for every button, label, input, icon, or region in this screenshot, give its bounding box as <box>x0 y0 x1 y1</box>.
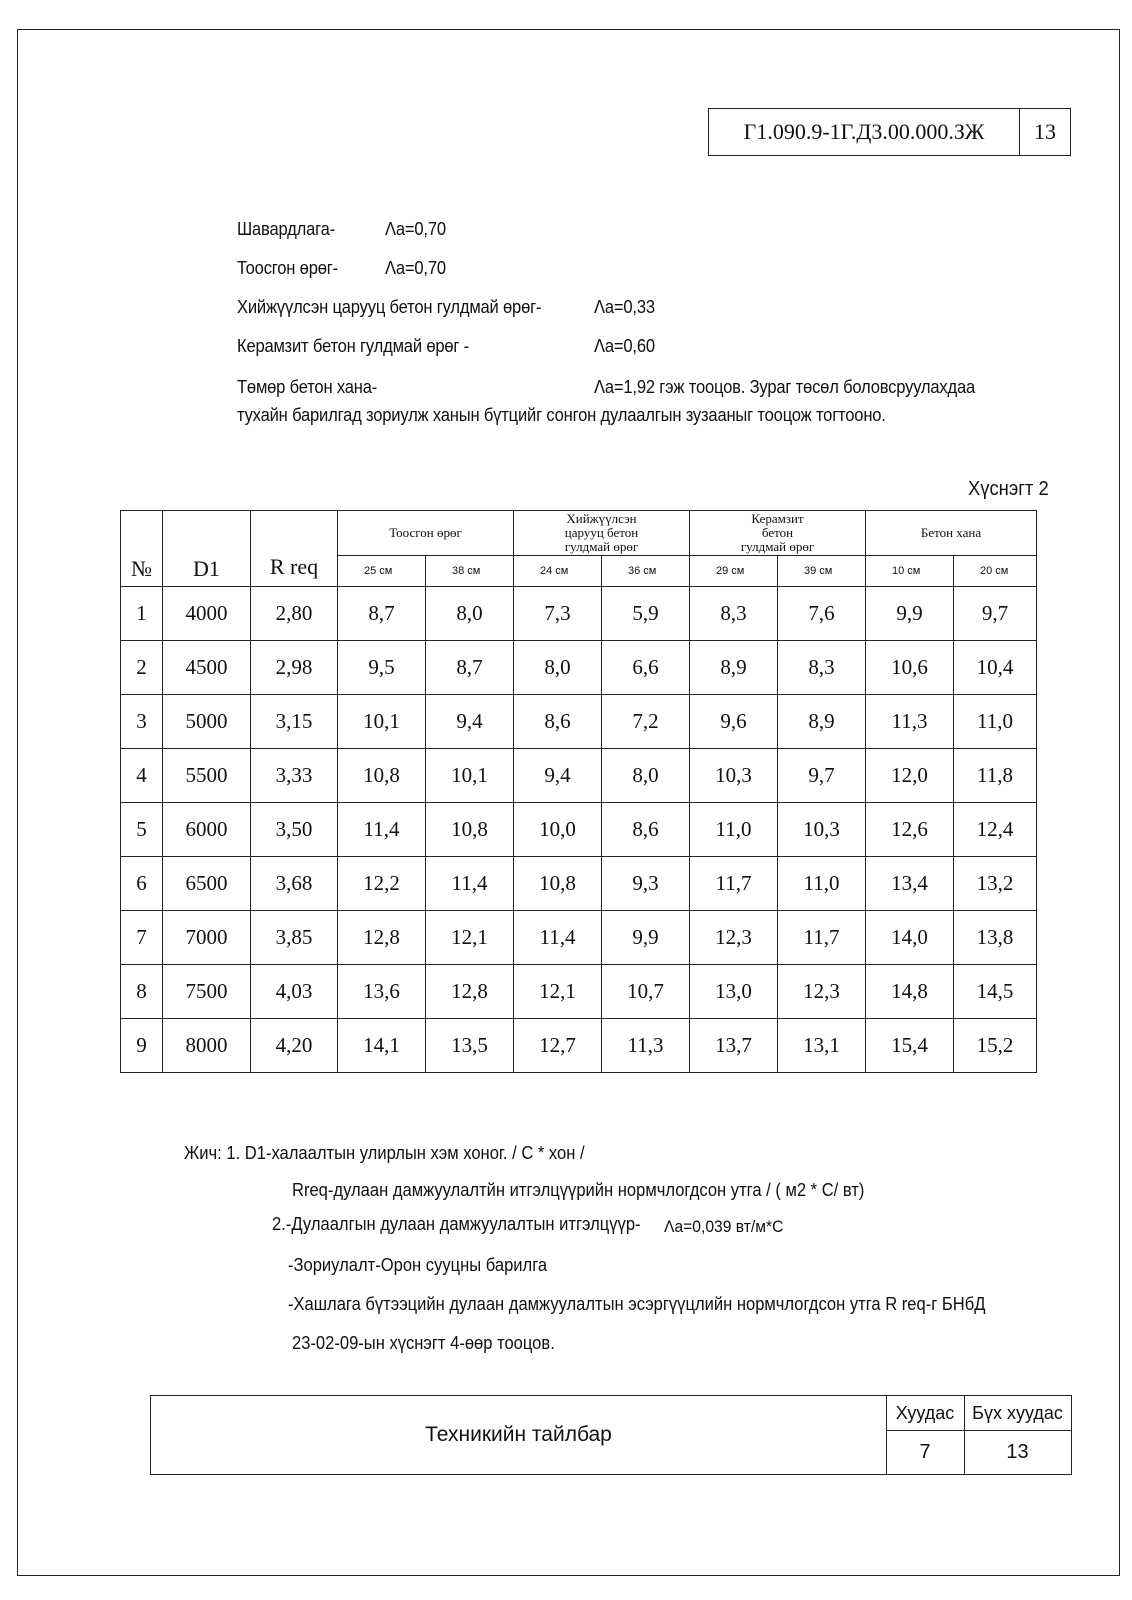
table-cell: 3,68 <box>251 857 338 911</box>
table-cell: 11,8 <box>954 749 1037 803</box>
table-cell: 11,3 <box>602 1019 690 1073</box>
table-row <box>121 641 1037 695</box>
table-cell: 3 <box>121 695 163 749</box>
document-code-box <box>708 108 1071 156</box>
table-cell: 12,8 <box>426 965 514 1019</box>
table-cell: 12,6 <box>866 803 954 857</box>
table-cell: 10,3 <box>778 803 866 857</box>
table-cell: 4,03 <box>251 965 338 1019</box>
table-cell: 10,1 <box>338 695 426 749</box>
table-cell: 8,6 <box>514 695 602 749</box>
note-line-5: -Хашлага бүтээцийн дулаан дамжуулалтын эсэргүүцлийн нормчлогдсон утга R req-г БНбД <box>288 1294 986 1314</box>
table-cell: 9,3 <box>602 857 690 911</box>
table-cell: 2,98 <box>251 641 338 695</box>
table-cell: 13,6 <box>338 965 426 1019</box>
table-cell: 10,6 <box>866 641 954 695</box>
table-cell: 5500 <box>163 749 251 803</box>
table-cell: 9,7 <box>954 587 1037 641</box>
total-sheets-label: Бүх хуудас <box>964 1396 1071 1431</box>
table-cell: 10,1 <box>426 749 514 803</box>
table-cell: 11,0 <box>954 695 1037 749</box>
sub-header: 38 см <box>426 556 514 587</box>
table-cell: 7500 <box>163 965 251 1019</box>
materials-continuation: тухайн барилгад зориулж ханын бүтцийг сонгон дулаалгын зузааныг тооцож тогтооно. <box>237 405 886 425</box>
note-line-6: 23-02-09-ын хүснэгт 4-өөр тооцов. <box>292 1333 555 1353</box>
table-cell: 9,4 <box>426 695 514 749</box>
table-cell: 15,2 <box>954 1019 1037 1073</box>
sub-header: 39 см <box>778 556 866 587</box>
table-cell: 7000 <box>163 911 251 965</box>
table-cell: 12,3 <box>690 911 778 965</box>
table-row <box>121 749 1037 803</box>
table-cell: 13,1 <box>778 1019 866 1073</box>
group-header-keramzit: Керамзит бетон гулдмай өрөг <box>690 511 866 556</box>
table-cell: 8,3 <box>778 641 866 695</box>
table-cell: 12,7 <box>514 1019 602 1073</box>
table-cell: 12,4 <box>954 803 1037 857</box>
table-cell: 4000 <box>163 587 251 641</box>
sheet-value: 7 <box>886 1430 965 1474</box>
table-cell: 2,80 <box>251 587 338 641</box>
table-cell: 9,9 <box>602 911 690 965</box>
table-caption: Хүснэгт 2 <box>968 478 1049 500</box>
sheet-label: Хуудас <box>886 1396 965 1431</box>
table-cell: 3,50 <box>251 803 338 857</box>
table-cell: 11,4 <box>338 803 426 857</box>
table-cell: 8 <box>121 965 163 1019</box>
table-cell: 4500 <box>163 641 251 695</box>
table-cell: 8,7 <box>426 641 514 695</box>
table-cell: 13,2 <box>954 857 1037 911</box>
table-row <box>121 587 1037 641</box>
table-cell: 3,15 <box>251 695 338 749</box>
table-cell: 12,0 <box>866 749 954 803</box>
table-cell: 8,0 <box>602 749 690 803</box>
table-cell: 14,5 <box>954 965 1037 1019</box>
table-cell: 12,1 <box>426 911 514 965</box>
sub-header: 10 см <box>866 556 954 587</box>
table-cell: 9,9 <box>866 587 954 641</box>
table-cell: 2 <box>121 641 163 695</box>
sub-header: 25 см <box>338 556 426 587</box>
table-cell: 6500 <box>163 857 251 911</box>
table-cell: 13,5 <box>426 1019 514 1073</box>
table-cell: 6,6 <box>602 641 690 695</box>
title-block-title: Техникийн тайлбар <box>151 1396 887 1474</box>
table-cell: 4 <box>121 749 163 803</box>
table-cell: 11,7 <box>778 911 866 965</box>
table-row <box>121 857 1037 911</box>
table-cell: 11,0 <box>690 803 778 857</box>
table-cell: 9 <box>121 1019 163 1073</box>
table-cell: 8,0 <box>426 587 514 641</box>
material-name-keramzit: Керамзит бетон гулдмай өрөг - <box>237 336 469 356</box>
table-cell: 1 <box>121 587 163 641</box>
table-cell: 6 <box>121 857 163 911</box>
table-cell: 11,7 <box>690 857 778 911</box>
group-header-concrete-wall: Бетон хана <box>866 511 1037 556</box>
material-value-aerated-concrete: Λa=0,33 <box>594 297 655 317</box>
table-cell: 9,5 <box>338 641 426 695</box>
table-cell: 10,8 <box>338 749 426 803</box>
table-cell: 5,9 <box>602 587 690 641</box>
table-cell: 8,3 <box>690 587 778 641</box>
note-line-4: -Зориулалт-Орон сууцны барилга <box>288 1255 548 1275</box>
group-header-brick: Тоосгон өрөг <box>338 511 514 556</box>
table-cell: 10,8 <box>426 803 514 857</box>
document-code: Г1.090.9-1Г.Д3.00.000.ЗЖ <box>709 109 1020 155</box>
table-cell: 9,7 <box>778 749 866 803</box>
sub-header: 20 см <box>954 556 1037 587</box>
col-header-rreq: R req <box>251 511 338 587</box>
title-block <box>150 1395 1072 1475</box>
material-name-brick: Тоосгон өрөг- <box>237 258 338 278</box>
table-cell: 8,7 <box>338 587 426 641</box>
table-cell: 13,0 <box>690 965 778 1019</box>
table-cell: 7,2 <box>602 695 690 749</box>
table-cell: 12,2 <box>338 857 426 911</box>
table-cell: 7 <box>121 911 163 965</box>
insulation-table <box>120 510 1037 1073</box>
table-row <box>121 695 1037 749</box>
note-line-1: Жич: 1. D1-халаалтын улирлын хэм хоног. / C * хон / <box>184 1143 585 1163</box>
sub-header: 29 см <box>690 556 778 587</box>
table-cell: 8,9 <box>778 695 866 749</box>
group-header-aerated-concrete: Хийжүүлсэн царууц бетон гулдмай өрөг <box>514 511 690 556</box>
material-value-brick: Λa=0,70 <box>385 258 446 278</box>
table-cell: 7,6 <box>778 587 866 641</box>
table-row <box>121 911 1037 965</box>
table-cell: 3,85 <box>251 911 338 965</box>
table-cell: 4,20 <box>251 1019 338 1073</box>
table-cell: 8,6 <box>602 803 690 857</box>
table-cell: 13,7 <box>690 1019 778 1073</box>
table-cell: 10,8 <box>514 857 602 911</box>
material-name-reinforced-concrete: Төмөр бетон хана- <box>237 377 378 397</box>
table-row <box>121 1019 1037 1073</box>
table-cell: 14,0 <box>866 911 954 965</box>
sub-header: 24 см <box>514 556 602 587</box>
table-row <box>121 965 1037 1019</box>
table-cell: 11,3 <box>866 695 954 749</box>
total-sheets-value: 13 <box>1006 1440 1029 1463</box>
table-cell: 11,4 <box>426 857 514 911</box>
table-cell: 3,33 <box>251 749 338 803</box>
table-cell: 10,0 <box>514 803 602 857</box>
note-line-3: 2.-Дулаалгын дулаан дамжуулалтын итгэлцүүр- <box>272 1214 641 1234</box>
material-name-aerated-concrete: Хийжүүлсэн царууц бетон гулдмай өрөг- <box>237 297 542 317</box>
table-cell: 9,4 <box>514 749 602 803</box>
note-line-2: Rreq-дулаан дамжуулалтйн итгэлцүүрийн нормчлогдсон утга / ( м2 * C/ вт) <box>292 1180 865 1200</box>
table-cell: 10,3 <box>690 749 778 803</box>
table-row <box>121 803 1037 857</box>
table-cell: 10,7 <box>602 965 690 1019</box>
material-value-plaster: Λa=0,70 <box>385 219 446 239</box>
material-name-plaster: Шавардлага- <box>237 219 335 239</box>
table-cell: 12,1 <box>514 965 602 1019</box>
table-cell: 15,4 <box>866 1019 954 1073</box>
table-cell: 8,0 <box>514 641 602 695</box>
table-cell: 6000 <box>163 803 251 857</box>
table-cell: 10,4 <box>954 641 1037 695</box>
table-cell: 7,3 <box>514 587 602 641</box>
note-line-3-value: Λa=0,039 вт/м*C <box>664 1217 784 1236</box>
col-header-no: № <box>121 511 163 587</box>
table-cell: 14,1 <box>338 1019 426 1073</box>
page-number: 13 <box>1034 119 1056 144</box>
table-cell: 13,4 <box>866 857 954 911</box>
table-cell: 5 <box>121 803 163 857</box>
table-cell: 5000 <box>163 695 251 749</box>
table-cell: 9,6 <box>690 695 778 749</box>
col-header-d1: D1 <box>163 511 251 587</box>
table-cell: 8,9 <box>690 641 778 695</box>
table-cell: 8000 <box>163 1019 251 1073</box>
material-value-reinforced-concrete: Λa=1,92 гэж тооцов. Зураг төсөл боловсруулахдаа <box>594 377 976 397</box>
table-cell: 11,4 <box>514 911 602 965</box>
table-cell: 11,0 <box>778 857 866 911</box>
sub-header: 36 см <box>602 556 690 587</box>
material-value-keramzit: Λa=0,60 <box>594 336 655 356</box>
table-cell: 12,8 <box>338 911 426 965</box>
table-cell: 12,3 <box>778 965 866 1019</box>
table-cell: 13,8 <box>954 911 1037 965</box>
table-cell: 14,8 <box>866 965 954 1019</box>
